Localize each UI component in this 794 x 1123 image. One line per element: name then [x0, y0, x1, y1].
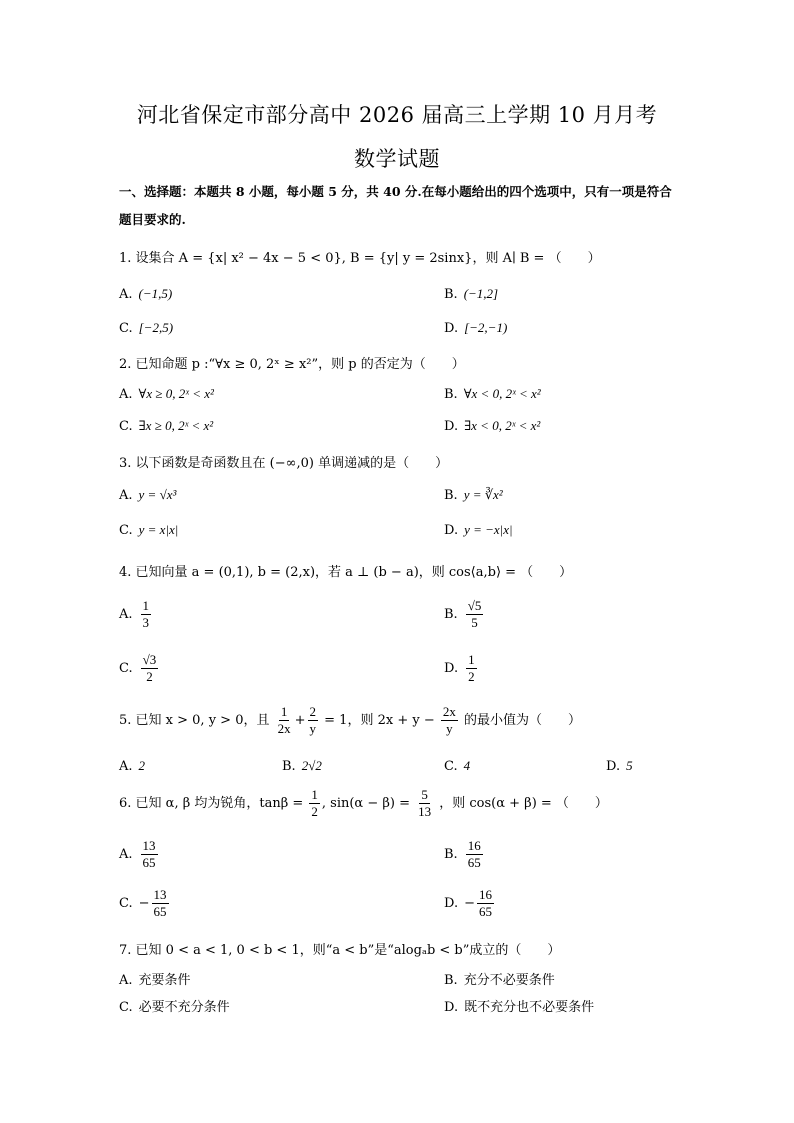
denominator: 5 — [471, 615, 478, 630]
q4-option-b — [444, 598, 485, 631]
q5-option-a — [119, 758, 145, 774]
numerator: 2x — [442, 704, 456, 719]
fraction — [308, 704, 319, 737]
minus-sign: − — [464, 896, 475, 911]
option-label: C. — [119, 661, 133, 676]
option-label: B. — [282, 759, 296, 774]
question-5-stem — [119, 704, 581, 737]
q2-option-a — [119, 386, 214, 402]
denominator: 2 — [468, 669, 475, 684]
fraction — [416, 787, 433, 820]
q1-option-a — [119, 286, 172, 302]
page-title: 河北省保定市部分高中 2026 届高三上学期 10 月月考 — [136, 103, 658, 127]
option-label: C. — [119, 321, 133, 336]
option-label: A. — [119, 847, 133, 862]
option-text: y = √x³ — [138, 487, 177, 502]
q4-option-a — [119, 598, 153, 631]
minus-sign: − — [138, 896, 150, 911]
option-text: ∃x ≥ 0, 2ˣ < x² — [138, 418, 214, 433]
q3-option-c — [119, 522, 178, 538]
q2-option-d — [444, 418, 540, 434]
denominator: 2 — [146, 669, 153, 684]
option-label: A. — [119, 973, 133, 988]
numerator: 1 — [142, 598, 150, 613]
option-label: D. — [444, 523, 459, 538]
q5-option-c — [444, 758, 470, 774]
option-text: 必要不充分条件 — [138, 1000, 230, 1015]
option-text: [−2,−1) — [464, 320, 508, 335]
question-4-stem: 4. 已知向量 a = (0,1), b = (2,x)，若 a ⊥ (b − a)，则 cos⟨a,b⟩ = （ ） — [119, 565, 573, 580]
numerator: 1 — [468, 652, 475, 667]
stem-text: 的最小值为（ ） — [464, 713, 582, 728]
q3-option-a — [119, 487, 176, 503]
option-label: A. — [119, 387, 133, 402]
stem-text: 6. 已知 α, β 均为锐角，tanβ = — [119, 796, 304, 811]
option-text: 充要条件 — [138, 973, 191, 988]
q4-option-c — [119, 652, 160, 685]
numerator: 16 — [479, 887, 492, 902]
numerator: √3 — [142, 652, 157, 667]
option-label: C. — [119, 1000, 133, 1015]
option-text: y = −x|x| — [464, 522, 513, 537]
numerator: 1 — [280, 704, 288, 719]
plus-sign: + — [294, 713, 306, 728]
denominator: 13 — [418, 804, 432, 819]
option-text: 充分不必要条件 — [463, 973, 555, 988]
option-text: (−1,2] — [463, 286, 499, 301]
q6-option-b — [444, 838, 485, 871]
option-label: C. — [444, 759, 458, 774]
denominator: 2x — [277, 721, 291, 736]
stem-text: 5. 已知 x > 0, y > 0，且 — [119, 713, 270, 728]
denominator: y — [309, 721, 317, 736]
denominator: 65 — [142, 855, 156, 870]
numerator: 13 — [142, 838, 156, 853]
numerator: 1 — [311, 787, 318, 802]
fraction — [152, 887, 169, 920]
fraction — [309, 787, 320, 820]
question-3-stem: 3. 以下函数是奇函数且在 (−∞,0) 单调递减的是（ ） — [119, 456, 449, 471]
option-label: D. — [444, 419, 459, 434]
q4-option-d — [444, 652, 479, 685]
numerator: 13 — [153, 887, 167, 902]
option-text: (−1,5) — [138, 286, 173, 301]
option-label: C. — [119, 523, 133, 538]
denominator: 2 — [311, 804, 318, 819]
q7-option-a — [119, 969, 191, 988]
q3-option-d — [444, 522, 513, 538]
numerator: 16 — [467, 838, 481, 853]
numerator: 5 — [421, 787, 428, 802]
fraction — [276, 704, 293, 737]
q6-option-c — [119, 887, 171, 920]
q1-option-d — [444, 320, 507, 336]
numerator: √5 — [467, 598, 482, 613]
section-heading: 一、选择题：本题共 8 小题，每小题 5 分，共 40 分.在每小题给出的四个选项中，只有一项是符合题目要求的. — [119, 184, 672, 227]
option-text: 4 — [463, 758, 471, 773]
q2-option-c — [119, 418, 213, 434]
q7-option-d — [444, 996, 594, 1015]
denominator: y — [446, 721, 453, 736]
option-label: D. — [444, 321, 459, 336]
numerator: 2 — [309, 704, 317, 719]
q6-option-d — [444, 887, 496, 920]
option-label: B. — [444, 287, 458, 302]
option-text: y = ∛x² — [463, 487, 503, 502]
option-label: A. — [119, 488, 133, 503]
option-text: y = x|x| — [138, 522, 179, 537]
option-text: ∀x ≥ 0, 2ˣ < x² — [138, 386, 214, 401]
option-label: B. — [444, 847, 458, 862]
option-text: 2√2 — [301, 758, 322, 773]
stem-text: , sin(α − β) = — [321, 796, 410, 811]
denominator: 65 — [467, 855, 481, 870]
fraction — [141, 652, 159, 685]
option-label: A. — [119, 759, 133, 774]
q7-option-b — [444, 969, 555, 988]
option-text: [−2,5) — [138, 320, 174, 335]
denominator: 3 — [142, 615, 150, 630]
fraction — [466, 838, 483, 871]
q1-option-b — [444, 286, 498, 302]
option-label: A. — [119, 607, 133, 622]
option-label: D. — [444, 661, 459, 676]
q2-option-b — [444, 386, 541, 402]
denominator: 65 — [153, 904, 167, 919]
option-text: ∃x < 0, 2ˣ < x² — [464, 418, 541, 433]
question-6-stem — [119, 787, 608, 820]
q6-option-a — [119, 838, 160, 871]
question-1-stem: 1. 设集合 A = {x| x² − 4x − 5 < 0}, B = {y| y = 2sinx}，则 A∣ B = （ ） — [119, 251, 601, 266]
q5-option-b — [282, 758, 322, 774]
fraction — [466, 598, 484, 631]
option-text: 既不充分也不必要条件 — [464, 1000, 595, 1015]
option-label: B. — [444, 488, 458, 503]
stem-text: ，则 cos(α + β) = （ ） — [439, 796, 608, 811]
fraction — [141, 838, 158, 871]
question-2-stem: 2. 已知命题 p :“∀x ≥ 0, 2ˣ ≥ x²”，则 p 的否定为（ ） — [119, 357, 465, 372]
page-subtitle: 数学试题 — [354, 147, 440, 171]
option-label: D. — [444, 1000, 459, 1015]
fraction — [477, 887, 494, 920]
option-text: 5 — [626, 758, 633, 773]
option-text: 2 — [138, 758, 146, 773]
stem-text: = 1，则 2x + y − — [324, 713, 435, 728]
option-label: C. — [119, 896, 133, 911]
q5-option-d — [606, 758, 633, 774]
denominator: 65 — [479, 904, 492, 919]
q7-option-c — [119, 996, 230, 1015]
option-label: B. — [444, 387, 458, 402]
q1-option-c — [119, 320, 173, 336]
option-text: ∀x < 0, 2ˣ < x² — [463, 386, 541, 401]
question-7-stem: 7. 已知 0 < a < 1, 0 < b < 1，则“a < b”是“alogₐb < b”成立的（ ） — [119, 943, 561, 958]
fraction — [141, 598, 152, 631]
option-label: B. — [444, 973, 458, 988]
q3-option-b — [444, 487, 503, 503]
option-label: A. — [119, 287, 133, 302]
option-label: C. — [119, 419, 133, 434]
option-label: D. — [444, 896, 459, 911]
fraction — [466, 652, 477, 685]
option-label: B. — [444, 607, 458, 622]
option-label: D. — [606, 759, 621, 774]
fraction — [441, 704, 458, 737]
